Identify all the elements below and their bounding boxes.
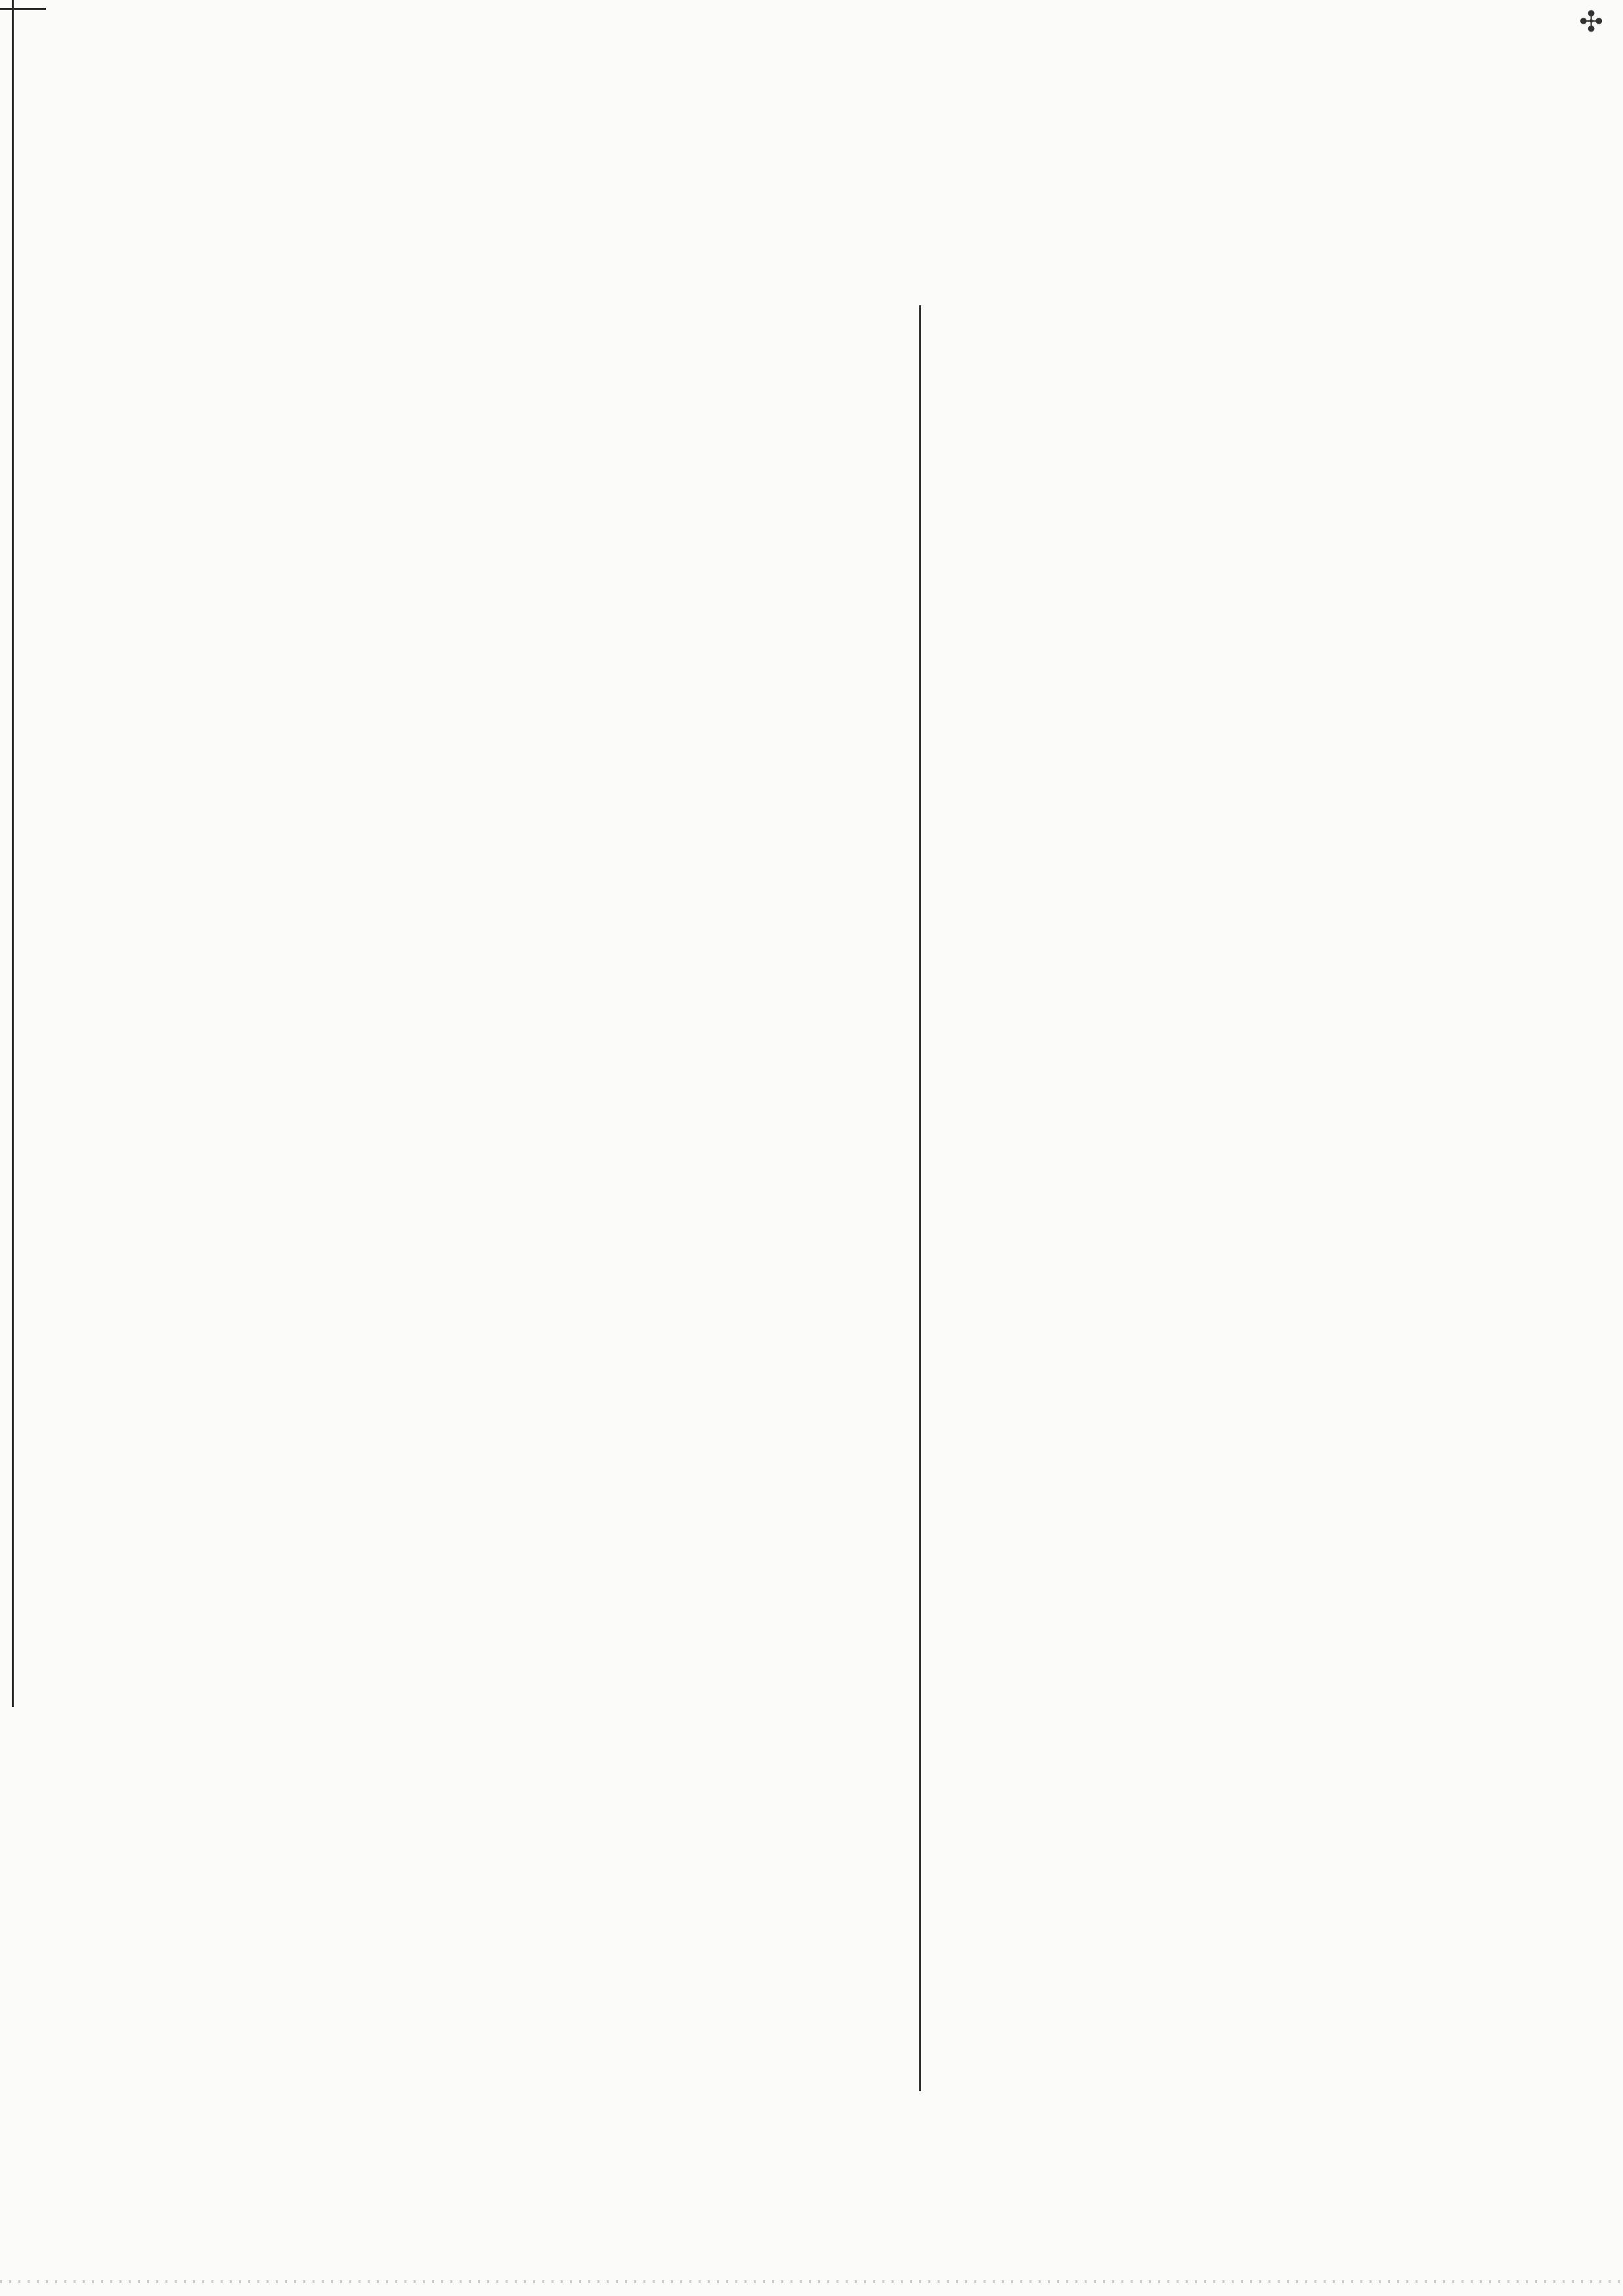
right-column <box>919 305 1576 2091</box>
bottom-edge-dots <box>0 2280 1623 2283</box>
page-edge-left <box>12 0 14 1707</box>
corner-mark-icon: ✣ <box>1579 5 1603 39</box>
page-edge-top <box>0 8 46 10</box>
